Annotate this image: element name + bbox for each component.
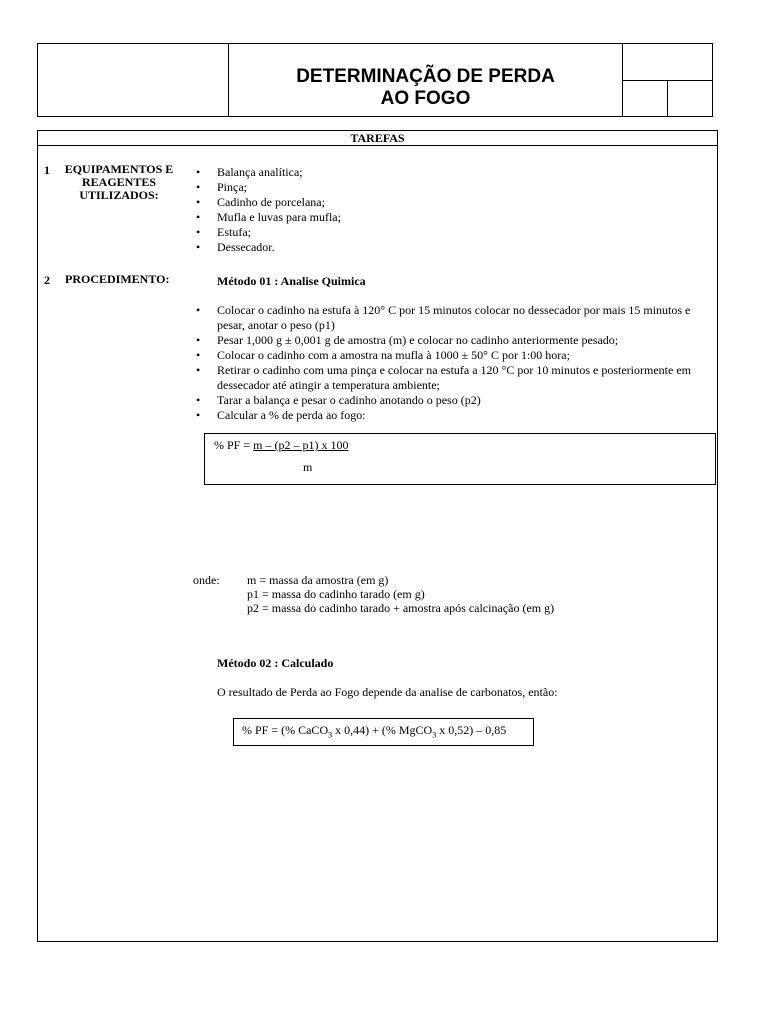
document-title [229,66,622,110]
list-item: • Pinça; [193,180,693,195]
list-item: • Colocar o cadinho na estufa à 120° C por 15 minutos colocar no dessecador por mais 15 minutos e pesar, anotar o peso (p1) [193,303,718,333]
formula-2 [242,723,506,742]
equipment-list [193,165,693,255]
section-number: 2 [44,273,50,287]
onde-m: m = massa da amostra (em g) [247,573,389,587]
list-item: • Balança analítica; [193,165,693,180]
formula-text: x 0,44) + (% MgCO [332,723,433,737]
tasks-heading: TAREFAS [350,131,405,145]
title-line-1: DETERMINAÇÃO DE PERDA [296,66,555,87]
onde-label: onde: [193,573,220,587]
formula-subscript: 3 [432,730,437,740]
list-item: • Mufla e luvas para mufla; [193,210,693,225]
onde-p2: p2 = massa do cadinho tarado + amostra após calcinação (em g) [247,601,555,615]
list-item: • Dessecador. [193,240,693,255]
list-item: • Colocar o cadinho com a amostra na mufla à 1000 ± 50° C por 1:00 hora; [193,348,718,363]
method2-text: O resultado de Perda ao Fogo depende da analise de carbonatos, então: [217,685,558,699]
section-label-procedure: PROCEDIMENTO: [65,272,170,286]
procedure-list [193,303,718,423]
header-divider [667,80,668,117]
tasks-divider [37,145,718,146]
onde-p1: p1 = massa do cadinho tarado (em g) [247,587,425,601]
formula-subscript: 3 [328,730,333,740]
list-item: • Estufa; [193,225,693,240]
method1-title: Método 01 : Analise Quimica [217,274,366,288]
method2-title: Método 02 : Calculado [217,656,334,670]
list-item: • Pesar 1,000 g ± 0,001 g de amostra (m) e colocar no cadinho anteriormente pesado; [193,333,718,348]
formula-denominator: m [303,460,313,474]
list-item: • Tarar a balança e pesar o cadinho anotando o peso (p2) [193,393,718,408]
list-item: • Calcular a % de perda ao fogo: [193,408,718,423]
title-line-2: AO FOGO [380,88,471,109]
section-label-equipment [60,163,178,202]
formula-text: x 0,52) – 0,85 [436,723,507,737]
label-line: EQUIPAMENTOS E [64,162,174,176]
formula-numerator: m – (p2 – p1) x 100 [253,438,349,452]
list-item: • Retirar o cadinho com uma pinça e colocar na estufa a 120 °C por 10 minutos e posteriormente em dessecador até atingir a temperatura ambiente; [193,363,718,393]
formula-text: % PF = (% CaCO [242,723,329,737]
list-item: • Cadinho de porcelana; [193,195,693,210]
section-number: 1 [44,163,50,177]
formula-prefix: % PF = [214,438,254,452]
label-line: UTILIZADOS: [79,188,159,202]
label-line: REAGENTES [81,175,157,189]
formula-1 [214,438,370,453]
